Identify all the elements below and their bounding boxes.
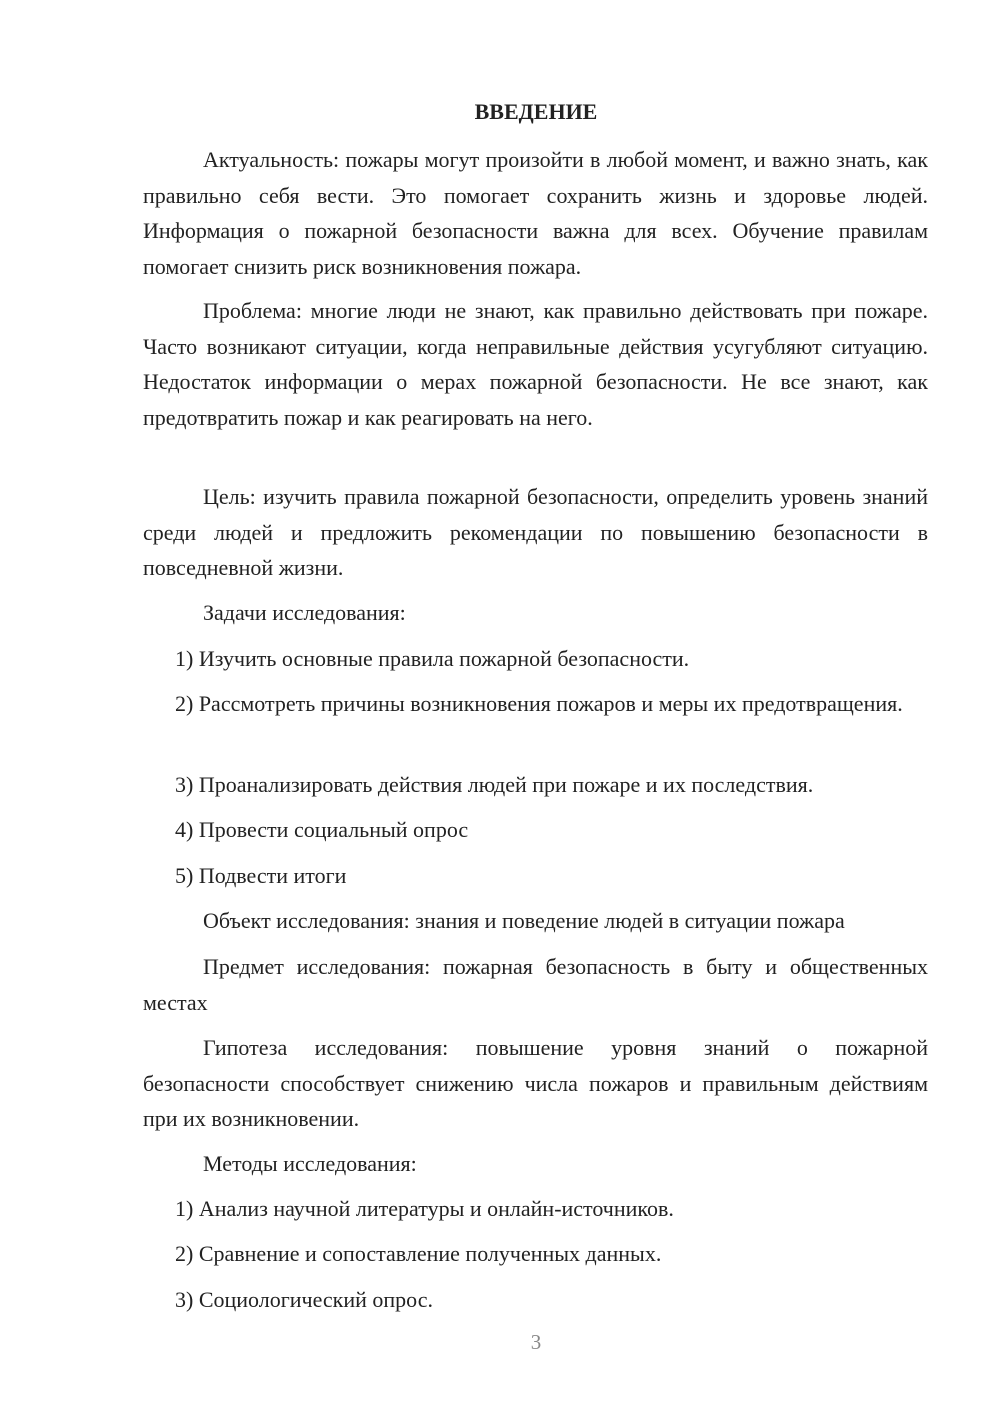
paragraph-subject: Предмет исследования: пожарная безопасность в быту и общественных местах <box>143 954 928 1015</box>
method-item-3: 3) Социологический опрос. <box>175 1287 433 1312</box>
method-item-1: 1) Анализ научной литературы и онлайн-источников. <box>175 1196 674 1221</box>
tasks-title: Задачи исследования: <box>203 600 406 625</box>
task-item-3: 3) Проанализировать действия людей при пожаре и их последствия. <box>175 772 814 797</box>
paragraph-hypothesis: Гипотеза исследования: повышение уровня знаний о пожарной безопасности способствует снижению числа пожаров и правильным действиям при их возникновении. <box>143 1035 928 1131</box>
paragraph-problem: Проблема: многие люди не знают, как правильно действовать при пожаре. Часто возникают ситуации, когда неправильные действия усугубляют ситуацию. Недостаток информации о мерах пожарной безопасности. Не все знают, как предотвратить пожар и как реагировать на него. <box>143 298 928 430</box>
task-item-2: 2) Рассмотреть причины возникновения пожаров и меры их предотвращения. <box>175 691 903 716</box>
task-item-1: 1) Изучить основные правила пожарной безопасности. <box>175 646 690 671</box>
paragraph-goal: Цель: изучить правила пожарной безопасности, определить уровень знаний среди людей и предложить рекомендации по повышению безопасности в повседневной жизни. <box>143 484 928 580</box>
task-item-4: 4) Провести социальный опрос <box>175 817 469 842</box>
methods-title: Методы исследования: <box>203 1151 417 1176</box>
paragraph-relevance: Актуальность: пожары могут произойти в любой момент, и важно знать, как правильно себя вести. Это помогает сохранить жизнь и здоровье людей. Информация о пожарной безопасности важна для всех. Обучение правилам помогает снизить риск возникновения пожара. <box>143 147 928 279</box>
task-item-5: 5) Подвести итоги <box>175 863 347 888</box>
method-item-2: 2) Сравнение и сопоставление полученных данных. <box>175 1241 662 1266</box>
paragraph-object: Объект исследования: знания и поведение людей в ситуации пожара <box>203 908 845 933</box>
page-number: 3 <box>530 1330 542 1354</box>
section-heading: ВВЕДЕНИЕ <box>474 99 598 124</box>
